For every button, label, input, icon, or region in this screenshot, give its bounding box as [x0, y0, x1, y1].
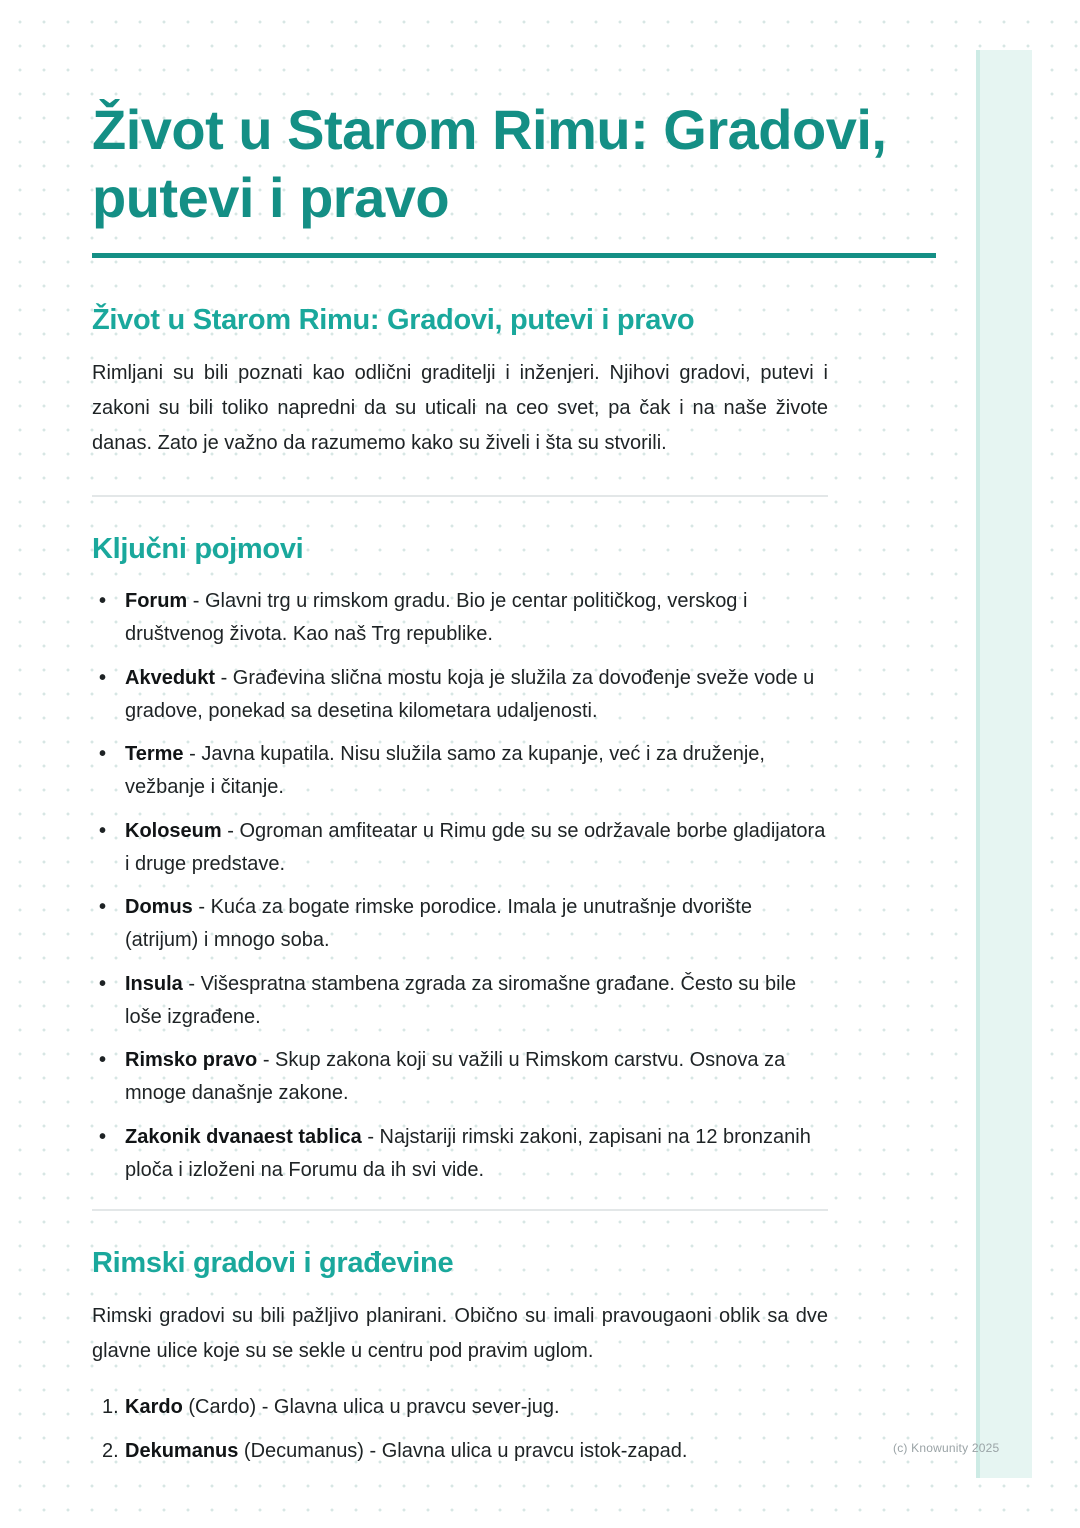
- street-description: (Cardo) - Glavna ulica u pravcu sever-jug.: [182, 1395, 560, 1418]
- term-description: - Ogroman amfiteatar u Rimu gde su se održavale borbe gladijatora i druge predstave.: [125, 819, 826, 875]
- watermark: (c) Knowunity 2025: [893, 1441, 1000, 1455]
- document-body: [92, 96, 887, 1479]
- list-item: [92, 662, 828, 728]
- street-name: Dekumanus: [125, 1439, 239, 1462]
- item-number: 2.: [102, 1439, 119, 1462]
- list-item: [92, 1044, 828, 1110]
- cities-paragraph: Rimski gradovi su bili pažljivo planirani. Obično su imali pravougaoni oblik sa dve glavne ulice koje su se sekle u centru pod pravim uglom.: [92, 1304, 828, 1362]
- term-description: - Višespratna stambena zgrada za siromašne građane. Često su bile loše izgrađene.: [125, 972, 797, 1028]
- bullet: •: [99, 972, 107, 995]
- term-description: - Najstariji rimski zakoni, zapisani na 12 bronzanih ploča i izloženi na Forumu da ih svi vide.: [125, 1125, 811, 1181]
- term-name: Akvedukt: [125, 666, 216, 689]
- term-description: - Glavni trg u rimskom gradu. Bio je centar političkog, verskog i društvenog života. Kao naš Trg republike.: [125, 590, 748, 645]
- list-item: [92, 1435, 828, 1468]
- bullet: •: [99, 743, 107, 765]
- list-item: [92, 968, 828, 1034]
- bullet: •: [99, 819, 107, 842]
- list-item: [92, 1121, 828, 1187]
- list-item: [92, 815, 828, 881]
- streets-list: [92, 1391, 828, 1468]
- term-name: Rimsko pravo: [125, 1049, 258, 1071]
- margin-strip: [976, 50, 1032, 1478]
- term-name: Insula: [125, 972, 183, 995]
- term-name: Koloseum: [125, 819, 222, 842]
- title-underline: [92, 253, 936, 258]
- section-divider: [92, 495, 828, 497]
- term-description: - Skup zakona koji su važili u Rimskom carstvu. Osnova za mnoge današnje zakone.: [125, 1049, 786, 1104]
- intro-paragraph: Rimljani su bili poznati kao odlični graditelji i inženjeri. Njihovi gradovi, putevi i zakoni su bili toliko napredni da su uticali na ceo svet, pa čak i na naše živote danas. Zato je važno da razumemo kako su živeli i šta su stvorili.: [92, 362, 828, 454]
- term-name: Forum: [125, 590, 188, 612]
- list-item: [92, 585, 828, 651]
- key-terms-list: [92, 585, 828, 1187]
- bullet: •: [99, 1125, 107, 1148]
- term-name: Zakonik dvanaest tablica: [125, 1125, 362, 1148]
- page-title: Život u Starom Rimu: Gradovi, putevi i pravo: [92, 98, 887, 229]
- term-description: - Javna kupatila. Nisu služila samo za kupanje, već i za druženje, vežbanje i čitanje.: [125, 743, 765, 798]
- term-description: - Kuća za bogate rimske porodice. Imala je unutrašnje dvorište (atrijum) i mnogo soba.: [125, 896, 752, 951]
- street-description: (Decumanus) - Glavna ulica u pravcu istok-zapad.: [238, 1439, 688, 1462]
- term-name: Domus: [125, 896, 193, 918]
- section-divider: [92, 1209, 828, 1211]
- item-number: 1.: [102, 1395, 119, 1418]
- list-item: [92, 1391, 828, 1424]
- list-item: [92, 891, 828, 957]
- street-name: Kardo: [125, 1395, 183, 1418]
- bullet: •: [99, 590, 107, 612]
- intro-heading: Život u Starom Rimu: Gradovi, putevi i pravo: [92, 304, 695, 336]
- term-description: - Građevina slična mostu koja je služila za dovođenje sveže vode u gradove, ponekad sa desetina kilometara udaljenosti.: [125, 666, 815, 722]
- bullet: •: [99, 896, 107, 918]
- key-terms-heading: Ključni pojmovi: [92, 533, 304, 565]
- cities-heading: Rimski gradovi i građevine: [92, 1246, 454, 1279]
- bullet: •: [99, 666, 107, 689]
- list-item: [92, 738, 828, 804]
- term-name: Terme: [125, 743, 184, 765]
- bullet: •: [99, 1049, 107, 1071]
